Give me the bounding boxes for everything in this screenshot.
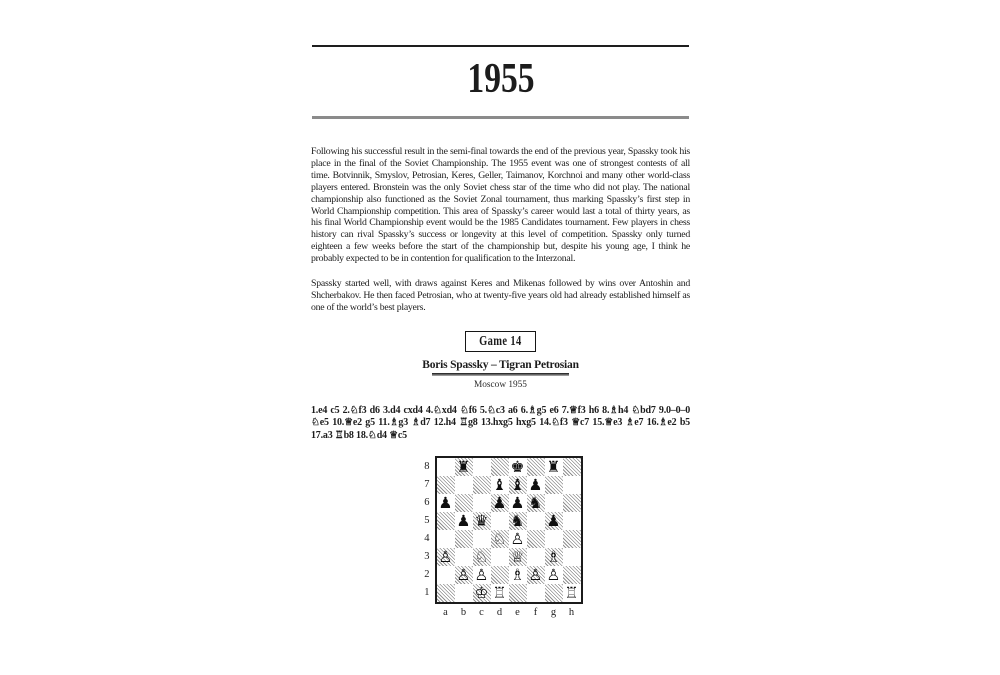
square-h7 xyxy=(563,476,581,494)
file-label-a: a xyxy=(443,606,448,618)
square-g5 xyxy=(545,512,563,530)
players-rule xyxy=(432,373,569,376)
black-knight-piece: ♞ xyxy=(528,493,543,512)
rank-label-3: 3 xyxy=(424,550,430,562)
square-c8 xyxy=(473,458,491,476)
intro-paragraph-1: Following his successful result in the semi-final towards the end of the previous year, Spassky took his place in the final of the Soviet Championship. The 1955 event was one of strongest contests of all time. Botvinnik, Smyslov, Petrosian, Keres, Geller, Taimanov, Korchnoi and many other world-class players entered. Bronstein was the only Soviet chess star of the time who did not play. The national championship also functioned as the Soviet Zonal tournament, thus marking Spassky’s first step in World Championship competition. This area of Spassky’s career would last a total of thirty years, as his final World Championship event would be the 1985 Candidates tournament. Few players in chess history can rival Spassky’s success or longevity at this level of competition. Spassky only turned eighteen a few weeks before the start of the championship but, despite his young age, I think he probably expected to be in contention for qualification to the Interzonal. xyxy=(311,146,690,265)
white-rook-piece: ♖ xyxy=(564,583,579,602)
square-f6 xyxy=(527,494,545,512)
square-a8 xyxy=(437,458,455,476)
game-number-badge xyxy=(465,331,536,352)
square-a1 xyxy=(437,584,455,602)
square-e3 xyxy=(509,548,527,566)
square-f3 xyxy=(527,548,545,566)
square-h6 xyxy=(563,494,581,512)
white-pawn-piece: ♙ xyxy=(546,565,561,584)
square-a5 xyxy=(437,512,455,530)
black-rook-piece: ♜ xyxy=(546,457,561,476)
square-g2 xyxy=(545,566,563,584)
square-e8 xyxy=(509,458,527,476)
square-h3 xyxy=(563,548,581,566)
square-c2 xyxy=(473,566,491,584)
square-a7 xyxy=(437,476,455,494)
square-g1 xyxy=(545,584,563,602)
square-f7 xyxy=(527,476,545,494)
square-a2 xyxy=(437,566,455,584)
square-d6 xyxy=(491,494,509,512)
square-d2 xyxy=(491,566,509,584)
rank-label-5: 5 xyxy=(424,514,430,526)
square-a3 xyxy=(437,548,455,566)
game-venue: Moscow 1955 xyxy=(474,379,527,390)
rank-label-1: 1 xyxy=(424,586,430,598)
square-e5 xyxy=(509,512,527,530)
square-d3 xyxy=(491,548,509,566)
rank-label-7: 7 xyxy=(424,478,430,490)
square-g6 xyxy=(545,494,563,512)
white-bishop-piece: ♗ xyxy=(546,547,561,566)
white-bishop-piece: ♗ xyxy=(510,565,525,584)
chapter-rule-bottom xyxy=(312,116,689,119)
square-b8 xyxy=(455,458,473,476)
file-label-c: c xyxy=(479,606,484,618)
square-c3 xyxy=(473,548,491,566)
intro-paragraph-2: Spassky started well, with draws against Keres and Mikenas followed by wins over Antoshin and Shcherbakov. He then faced Petrosian, who at twenty-five years old had already established himself as one of the world’s best players. xyxy=(311,278,690,313)
chapter-title-text: 1955 xyxy=(466,56,535,102)
chess-diagram-inner xyxy=(419,456,583,618)
square-c6 xyxy=(473,494,491,512)
rank-label-8: 8 xyxy=(424,460,430,472)
square-e7 xyxy=(509,476,527,494)
black-pawn-piece: ♟ xyxy=(438,493,453,512)
intro-section xyxy=(311,146,690,314)
square-c4 xyxy=(473,530,491,548)
page-content xyxy=(311,146,690,618)
square-f5 xyxy=(527,512,545,530)
square-f8 xyxy=(527,458,545,476)
square-d1 xyxy=(491,584,509,602)
square-h8 xyxy=(563,458,581,476)
square-g7 xyxy=(545,476,563,494)
black-pawn-piece: ♟ xyxy=(528,475,543,494)
square-g3 xyxy=(545,548,563,566)
square-f2 xyxy=(527,566,545,584)
game-number-label: Game 14 xyxy=(479,333,522,349)
square-b5 xyxy=(455,512,473,530)
square-a4 xyxy=(437,530,455,548)
white-pawn-piece: ♙ xyxy=(438,547,453,566)
game-moves: 1.e4 c5 2.♘f3 d6 3.d4 cxd4 4.♘xd4 ♘f6 5.♘c3 a6 6.♗g5 e6 7.♕f3 h6 8.♗h4 ♘bd7 9.0–0–0 ♘e5 10.♕e2 g5 11.♗g3 ♗d7 12.h4 ♖g8 13.hxg5 hxg5 14.♘f3 ♕c7 15.♕e3 ♗e7 16.♗e2 b5 17.a3 ♖b8 18.♘d4 ♕c5 xyxy=(311,404,690,441)
black-pawn-piece: ♟ xyxy=(456,511,471,530)
file-label-g: g xyxy=(550,606,557,618)
white-rook-piece: ♖ xyxy=(492,583,507,602)
rank-label-2: 2 xyxy=(424,568,430,580)
square-e6 xyxy=(509,494,527,512)
black-pawn-piece: ♟ xyxy=(546,511,561,530)
square-h2 xyxy=(563,566,581,584)
square-c1 xyxy=(473,584,491,602)
square-g8 xyxy=(545,458,563,476)
white-pawn-piece: ♙ xyxy=(528,565,543,584)
square-c5 xyxy=(473,512,491,530)
white-pawn-piece: ♙ xyxy=(474,565,489,584)
square-d8 xyxy=(491,458,509,476)
file-label-e: e xyxy=(515,606,520,618)
white-pawn-piece: ♙ xyxy=(456,565,471,584)
white-queen-piece: ♕ xyxy=(510,547,525,566)
white-pawn-piece: ♙ xyxy=(510,529,525,548)
white-king-piece: ♔ xyxy=(474,583,489,602)
white-knight-piece: ♘ xyxy=(492,529,507,548)
file-label-d: d xyxy=(496,606,503,618)
rank-label-6: 6 xyxy=(424,496,430,508)
file-label-h: h xyxy=(568,606,575,618)
black-knight-piece: ♞ xyxy=(510,511,525,530)
black-bishop-piece: ♝ xyxy=(510,475,525,494)
square-b7 xyxy=(455,476,473,494)
file-label-f: f xyxy=(533,606,538,618)
black-pawn-piece: ♟ xyxy=(492,493,507,512)
square-g4 xyxy=(545,530,563,548)
chapter-rule-top xyxy=(312,45,689,47)
square-d5 xyxy=(491,512,509,530)
game-players: Boris Spassky – Tigran Petrosian xyxy=(422,358,579,371)
rank-label-4: 4 xyxy=(424,532,430,544)
file-label-b: b xyxy=(460,606,467,618)
square-b6 xyxy=(455,494,473,512)
white-knight-piece: ♘ xyxy=(474,547,489,566)
square-h5 xyxy=(563,512,581,530)
black-pawn-piece: ♟ xyxy=(510,493,525,512)
square-e1 xyxy=(509,584,527,602)
square-h4 xyxy=(563,530,581,548)
square-a6 xyxy=(437,494,455,512)
square-e2 xyxy=(509,566,527,584)
file-labels xyxy=(435,607,583,618)
square-e4 xyxy=(509,530,527,548)
rank-labels xyxy=(419,456,435,604)
black-king-piece: ♚ xyxy=(510,457,525,476)
square-b3 xyxy=(455,548,473,566)
black-rook-piece: ♜ xyxy=(456,457,471,476)
square-f4 xyxy=(527,530,545,548)
chapter-title xyxy=(312,52,689,106)
square-b4 xyxy=(455,530,473,548)
square-b2 xyxy=(455,566,473,584)
square-c7 xyxy=(473,476,491,494)
black-queen-piece: ♛ xyxy=(474,511,489,530)
square-h1 xyxy=(563,584,581,602)
board-squares xyxy=(435,456,583,604)
square-d4 xyxy=(491,530,509,548)
square-f1 xyxy=(527,584,545,602)
game-header xyxy=(311,331,690,390)
chess-diagram xyxy=(311,456,690,618)
square-d7 xyxy=(491,476,509,494)
black-bishop-piece: ♝ xyxy=(492,475,507,494)
square-b1 xyxy=(455,584,473,602)
